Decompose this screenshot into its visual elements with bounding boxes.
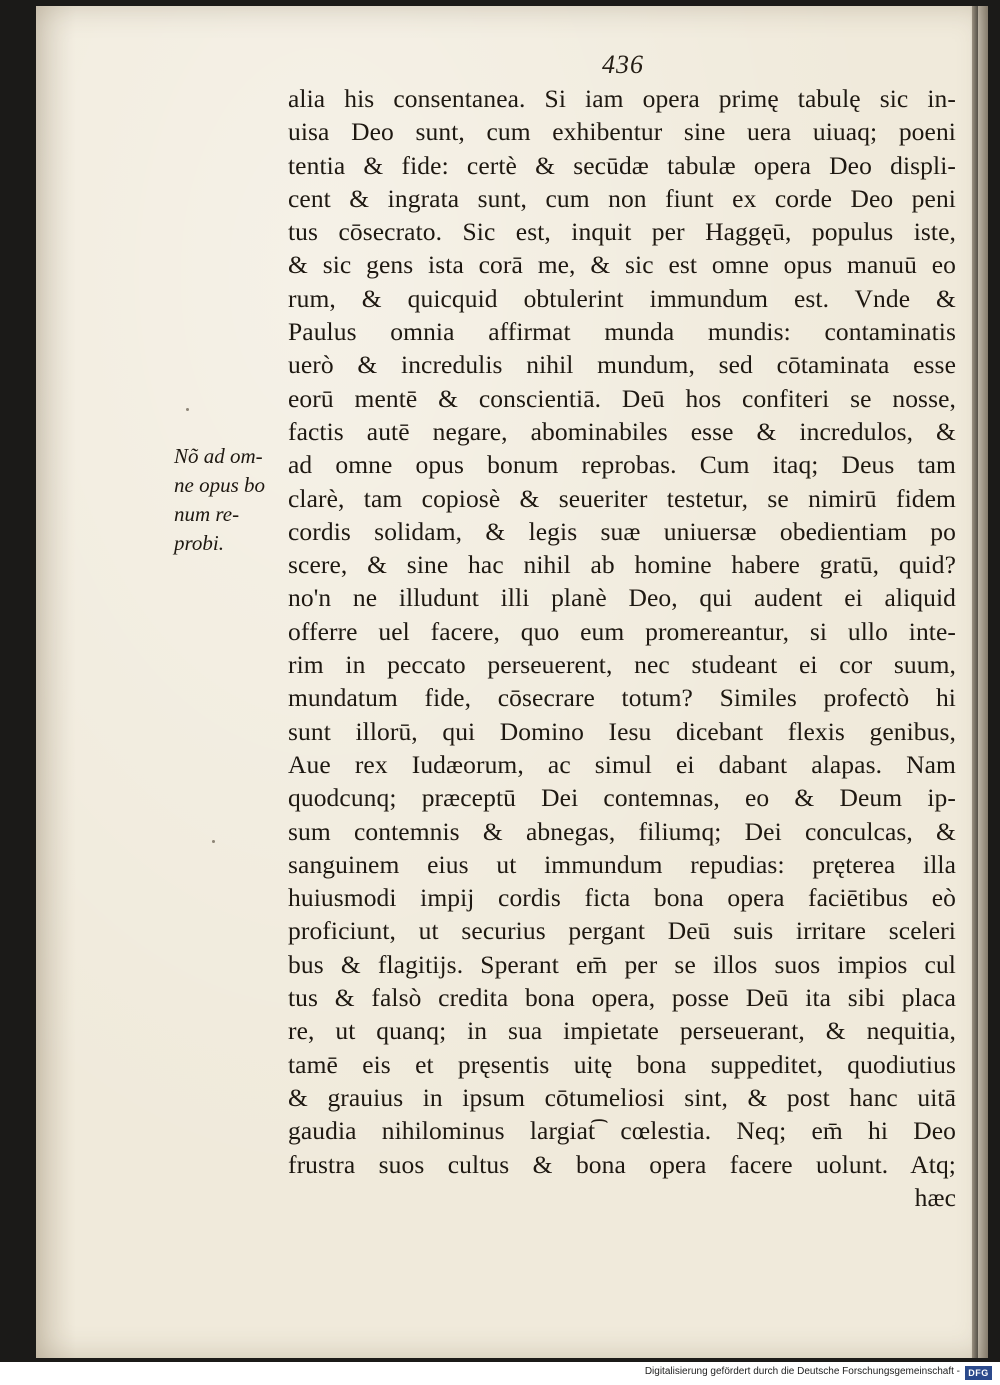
text-line: sum contemnis & abnegas, filiumq; Dei conculcas, & <box>288 816 956 846</box>
text-line: tamē eis et pręsentis uitę bona suppeditet, quodiutius <box>288 1049 956 1079</box>
text-line: uisa Deo sunt, cum exhibentur sine uera uiuaq; poeni <box>288 117 956 147</box>
text-line: Aue rex Iudæorum, ac simul ei dabant alapas. Nam <box>288 749 956 779</box>
body-text <box>288 82 956 1214</box>
text-line: tentia & fide: certè & secūdæ tabulæ opera Deo displi- <box>288 150 956 180</box>
text-line: eorū mentē & conscientiā. Deū hos confiteri se nosse, <box>288 383 956 413</box>
text-line: offerre uel facere, quo eum promereantur, si ullo inte- <box>288 616 956 646</box>
paper-speck <box>186 408 189 411</box>
text-line: sunt illorū, qui Domino Iesu dicebant flexis genibus, <box>288 716 956 746</box>
text-line: & grauius in ipsum cōtumeliosi sint, & post hanc uitā <box>288 1082 956 1112</box>
text-line: mundatum fide, cōsecrare totum? Similes profectò hi <box>288 683 956 713</box>
text-line: tus & falsò credita bona opera, posse Deū ita sibi placa <box>288 983 956 1013</box>
text-line: quodcunq; præceptū Dei contemnas, eo & Deum ip- <box>288 783 956 813</box>
text-line: gaudia nihilominus largiat͡ cœlestia. Neq; em̄ hi Deo <box>288 1116 956 1146</box>
text-line: & sic gens ista corā me, & sic est omne opus manuū eo <box>288 250 956 280</box>
text-line: re, ut quanq; in sua impietate perseuerant, & nequitia, <box>288 1016 956 1046</box>
text-line: proficiunt, ut securius pergant Deū suis irritare sceleri <box>288 916 956 946</box>
text-line: rim in peccato perseuerent, nec studeant ei cor suum, <box>288 650 956 680</box>
text-line: scere, & sine hac nihil ab homine habere gratū, quid? <box>288 550 956 580</box>
digitization-footer <box>0 1362 1000 1385</box>
page-number: 436 <box>602 50 644 79</box>
text-line: no'n ne illudunt illi planè Deo, qui audent ei aliquid <box>288 583 956 613</box>
text-line: rum, & quicquid obtulerint immundum est. Vnde & <box>288 283 956 313</box>
dfg-logo: DFG <box>965 1366 992 1380</box>
page-gutter-shadow <box>972 6 978 1358</box>
text-line: uerò & incredulis nihil mundum, sed cōtaminata esse <box>288 350 956 380</box>
footer-credit: Digitalisierung gefördert durch die Deutsche Forschungsgemeinschaft - <box>644 1366 960 1377</box>
text-line: alia his consentanea. Si iam opera primę tabulę sic in- <box>288 84 956 113</box>
text-line: cent & ingrata sunt, cum non fiunt ex corde Deo peni <box>288 183 956 213</box>
text-line: cordis solidam, & legis suæ uniuersæ obedientiam po <box>288 516 956 546</box>
text-line: Paulus omnia affirmat munda mundis: contaminatis <box>288 317 956 347</box>
text-line: tus cōsecrato. Sic est, inquit per Haggęū, populus iste, <box>288 217 956 247</box>
text-line: bus & flagitijs. Sperant em̄ per se illos suos impios cul <box>288 949 956 979</box>
text-line: frustra suos cultus & bona opera facere uolunt. Atq; <box>288 1149 956 1179</box>
marginal-note-line: ne opus bo <box>174 473 265 497</box>
marginal-note-line: num re- <box>174 502 240 526</box>
text-line: ad omne opus bonum reprobas. Cum itaq; Deus tam <box>288 450 956 480</box>
marginal-note <box>174 442 286 558</box>
text-line: hæc <box>914 1182 956 1212</box>
text-line: huiusmodi impij cordis ficta bona opera faciētibus eò <box>288 883 956 913</box>
book-page <box>36 6 988 1358</box>
text-line: sanguinem eius ut immundum repudias: pręterea illa <box>288 849 956 879</box>
marginal-note-line: Nõ ad om- <box>174 444 263 468</box>
text-line: factis autē negare, abominabiles esse & incredulos, & <box>288 416 956 446</box>
text-line: clarè, tam copiosè & seueriter testetur, se nimirū fidem <box>288 483 956 513</box>
marginal-note-line: probi. <box>174 531 224 555</box>
paper-speck <box>212 840 215 843</box>
